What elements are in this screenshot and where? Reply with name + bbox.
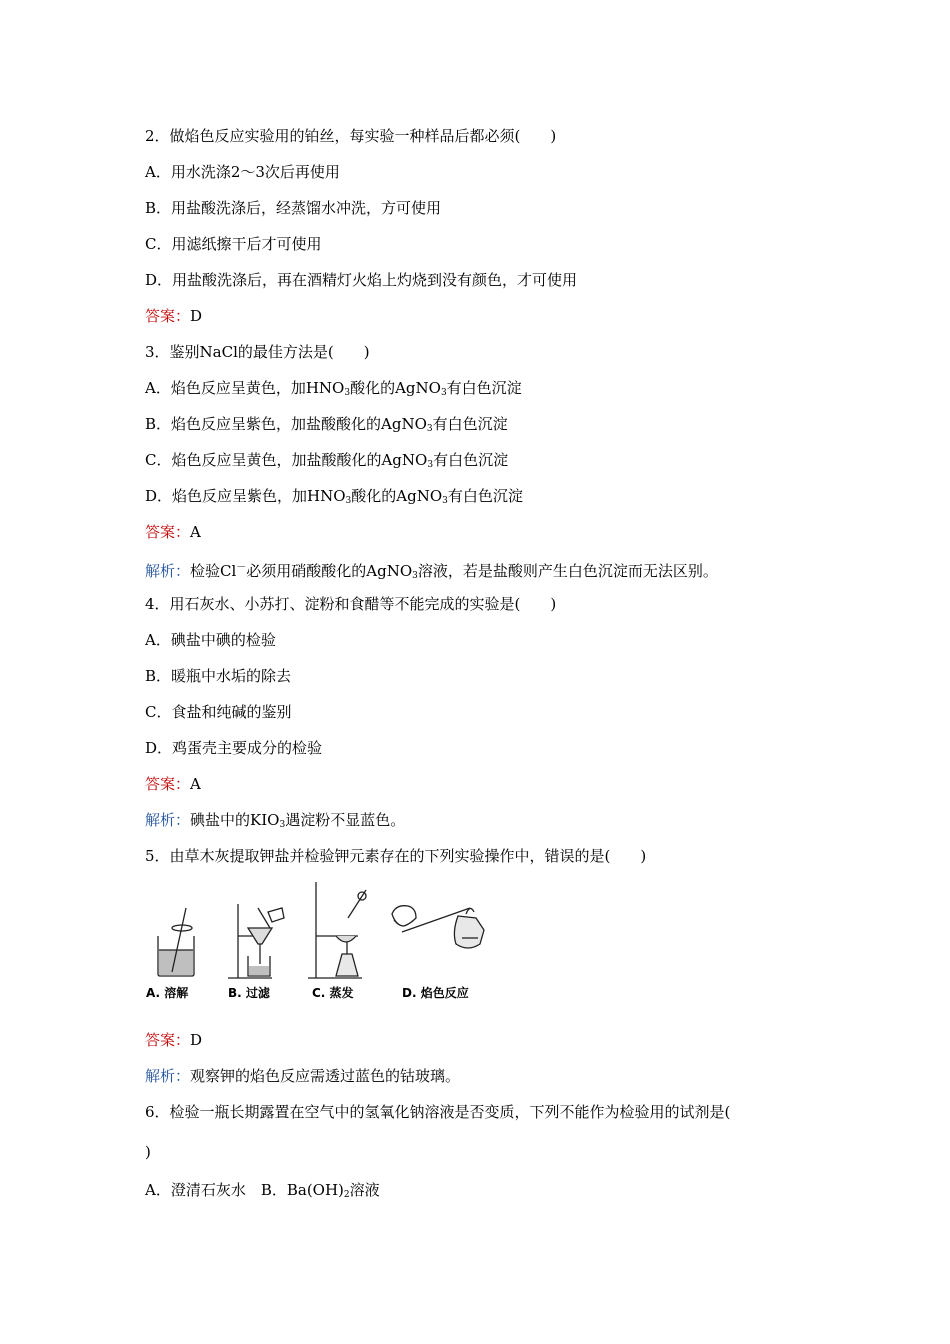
q3-a-mid: 酸化的AgNO [350, 379, 441, 397]
q5-analysis [145, 1066, 460, 1086]
q3-b-post: 有白色沉淀 [432, 415, 508, 433]
answer-value: D [190, 1031, 203, 1049]
evaporation-apparatus-icon [308, 882, 366, 978]
q3-b-text: B．焰色反应呈紫色，加盐酸酸化的AgNO [145, 415, 427, 433]
q2-stem: 2．做焰色反应实验用的铂丝，每实验一种样品后都必须( ) [145, 127, 557, 145]
q6-options-sub: 2 [343, 1190, 350, 1200]
q4-stem: 4．用石灰水、小苏打、淀粉和食醋等不能完成的实验是( ) [145, 595, 557, 613]
q4-option-d: D．鸡蛋壳主要成分的检验 [145, 739, 323, 757]
answer-label: 答案： [145, 1031, 191, 1049]
q3-option-d [145, 486, 523, 506]
q4-option-a: A．碘盐中碘的检验 [145, 631, 276, 649]
q3-analysis-text: 检验Cl [190, 562, 237, 580]
q3-analysis-sup: － [236, 562, 247, 573]
q2-option-c: C．用滤纸擦干后才可使用 [145, 235, 322, 253]
q3-b-sub: 3 [426, 424, 433, 434]
q3-a-sub1: 3 [344, 388, 351, 398]
lab-apparatus-illustration [140, 878, 490, 984]
q6-options [145, 1180, 380, 1200]
q5-stem: 5．由草木灰提取钾盐并检验钾元素存在的下列实验操作中，错误的是( ) [145, 847, 647, 865]
q3-option-c [145, 450, 508, 470]
q4-option-b: B．暖瓶中水垢的除去 [145, 667, 292, 685]
q3-c-text: C．焰色反应呈黄色，加盐酸酸化的AgNO [145, 451, 428, 469]
q3-a-text: A．焰色反应呈黄色，加HNO [145, 379, 345, 397]
filtration-apparatus-icon [228, 904, 284, 978]
answer-value: D [190, 307, 203, 325]
figure-caption-b: B. 过滤 [228, 986, 270, 1000]
q3-analysis [145, 558, 718, 581]
q4-analysis [145, 810, 405, 830]
q6-stem-line2: ) [145, 1143, 151, 1161]
analysis-label: 解析： [145, 811, 191, 829]
analysis-label: 解析： [145, 1067, 191, 1085]
answer-value: A [190, 523, 201, 541]
q4-option-c: C．食盐和纯碱的鉴别 [145, 703, 292, 721]
q3-answer [145, 522, 201, 542]
q2-option-d: D．用盐酸洗涤后，再在酒精灯火焰上灼烧到没有颜色，才可使用 [145, 271, 578, 289]
q3-a-sub2: 3 [440, 388, 447, 398]
lab-apparatus-figure [140, 878, 490, 1006]
q3-d-mid: 酸化的AgNO [351, 487, 443, 505]
figure-caption-d: D. 焰色反应 [402, 986, 469, 1000]
q3-d-sub1: 3 [345, 496, 352, 506]
beaker-dissolve-icon [158, 908, 194, 976]
q3-option-a [145, 378, 522, 398]
answer-label: 答案： [145, 523, 191, 541]
answer-label: 答案： [145, 307, 191, 325]
q3-analysis-mid: 必须用硝酸酸化的AgNO [246, 562, 413, 580]
q4-answer [145, 774, 201, 794]
q3-analysis-sub: 3 [412, 571, 418, 581]
figure-caption-c: C. 蒸发 [312, 986, 354, 1000]
q3-stem: 3．鉴别NaCl的最佳方法是( ) [145, 343, 370, 361]
q3-d-sub2: 3 [442, 496, 448, 506]
flame-test-icon [392, 906, 484, 948]
q4-analysis-text: 碘盐中的KIO [190, 811, 280, 829]
q6-stem-line1: 6．检验一瓶长期露置在空气中的氢氧化钠溶液是否变质，下列不能作为检验用的试剂是( [145, 1103, 731, 1121]
q3-a-post: 有白色沉淀 [446, 379, 522, 397]
q2-answer [145, 306, 202, 326]
q3-c-post: 有白色沉淀 [433, 451, 509, 469]
q3-option-b [145, 414, 508, 434]
answer-value: A [190, 775, 201, 793]
q3-d-text: D．焰色反应呈紫色，加HNO [145, 487, 346, 505]
q2-option-a: A．用水洗涤2～3次后再使用 [145, 163, 340, 181]
q2-option-b: B．用盐酸洗涤后，经蒸馏水冲洗，方可使用 [145, 199, 442, 217]
q4-analysis-post: 遇淀粉不显蓝色。 [285, 811, 406, 829]
analysis-label: 解析： [145, 562, 191, 580]
q6-options-post: 溶液 [349, 1181, 380, 1199]
q6-options-text: A．澄清石灰水 B．Ba(OH) [145, 1181, 344, 1199]
answer-label: 答案： [145, 775, 191, 793]
q5-analysis-text: 观察钾的焰色反应需透过蓝色的钴玻璃。 [190, 1067, 461, 1085]
figure-caption-a: A. 溶解 [146, 986, 189, 1000]
q3-analysis-post: 溶液，若是盐酸则产生白色沉淀而无法区别。 [417, 562, 718, 580]
q4-analysis-sub: 3 [279, 820, 286, 830]
q5-answer [145, 1030, 202, 1050]
q3-c-sub: 3 [427, 460, 434, 470]
q3-d-post: 有白色沉淀 [447, 487, 523, 505]
